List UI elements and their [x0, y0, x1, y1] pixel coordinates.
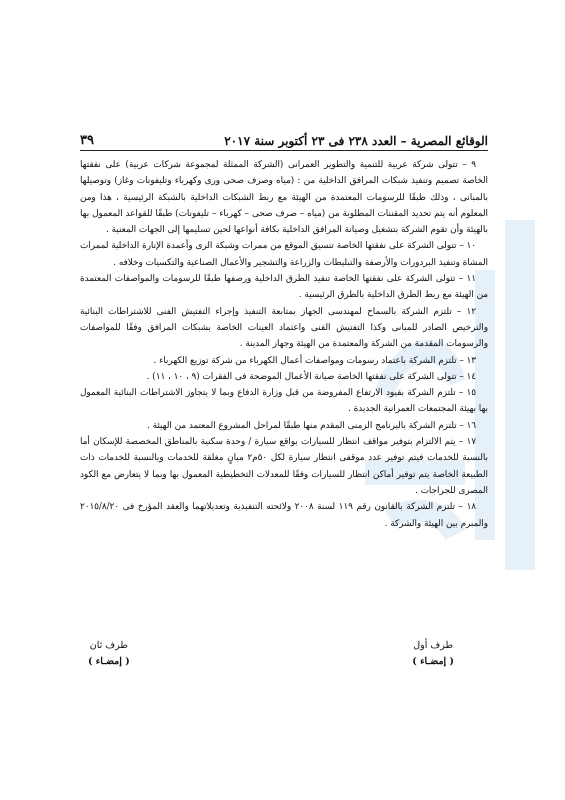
clause-14: ١٤ – تتولى الشركة على نفقتها الخاصة صيانة الأعمال الموضحة فى الفقرات (٩ ، ١٠ ، ١١) .	[146, 371, 476, 382]
clause-13: ١٣ – تلتزم الشركة باعتماد رسومات ومواصفات أعمال الكهرباء من شركة توزيع الكهرباء .	[153, 355, 476, 366]
clause-9: ٩ – تتولى شركة عربية للتنمية والتطوير العمرانى (الشركة الممثلة لمجموعة شركات عربية) على نفقتها الخاصة تصميم وتنفيذ شبكات المرافق الداخلية من : (مياه وصرف صحى ورى وكهرباء وتليفونات وغاز) وتوصيلها بالمبانى ، وذلك طبقًا للرسومات المعتمدة من الهيئة مع ربط الشبكات الداخلية بالشبكة الرئيسية ، هذا ومن المعلوم أنه يتم تحديد المقننات المطلوبة من (مياه – صرف صحى – كهرباء – تليفونات) طبقًا للقواعد المعمول بها بالهيئة وأن تقوم الشركة بتشغيل وصيانة المرافق الداخلية بكافة أنواعها لحين تسليمها إلى الجهات المعنية .	[80, 160, 488, 236]
second-party-sign: ( إمضـاء )	[88, 656, 130, 667]
clause-17: ١٧ – يتم الالتزام بتوفير مواقف انتظار للسيارات بواقع سيارة / وحدة سكنية بالمناطق المخصصة للإسكان أما بالنسبة للخدمات فيتم توفير عدد موقفى انتظار سيارة لكل ٥٠م٢ مبانٍ مغلقة للخدمات وبالنسبة للخدمات ذات الطبيعة الخاصة يتم توفير أماكن انتظار للسيارات وفقًا للمعدلات التخطيطية المعمول بها وبما لا يتعارض مع الكود المصرى للجراجات .	[80, 437, 488, 496]
first-party-sign: ( إمضـاء )	[412, 656, 454, 667]
running-title: الوقائع المصرية – العدد ٢٣٨ فى ٢٣ أكتوبر سنة ٢٠١٧	[224, 134, 488, 148]
signature-block	[80, 638, 488, 678]
page-number: ٣٩	[80, 133, 94, 148]
clause-18: ١٨ – تلتزم الشركة بالقانون رقم ١١٩ لسنة ٢٠٠٨ ولائحته التنفيذية وتعديلاتهما والعقد المؤرخ فى ٢٠١٥/٨/٢٠ والمبرم بين الهيئة والشركة .	[80, 502, 488, 529]
clause-16: ١٦ – تلتزم الشركة بالبرنامج الزمنى المقدم منها طبقًا لمراحل المشروع المعتمد من الهيئة .	[147, 420, 476, 431]
clause-15: ١٥ – تلتزم الشركة بقيود الارتفاع المفروضة من قبل وزارة الدفاع وبما لا يتجاوز الاشتراطات البنائية المعمول بها بهيئة المجتمعات العمرانية الجديدة .	[80, 388, 488, 415]
clause-10: ١٠ – تتولى الشركة على نفقتها الخاصة تنسيق الموقع من ممرات وشبكة الرى وأعمدة الإنارة الداخلية لممرات المشاة وتنفيذ البردورات والأرصفة والتبليطات والزراعة والتشجير والأعمال الصناعية والتكسيات وخلافه .	[80, 241, 488, 268]
clause-12: ١٢ – تلتزم الشركة بالسماح لمهندسى الجهاز بمتابعة التنفيذ وإجراء التفتيش الفنى للاشتراطات البنائية والترخيص الصادر للمبانى وكذا التفتيش الفنى واعتماد العينات الخاصة بشبكات المرافق وفقًا للمواصفات والرسومات المقدمة من الشركة والمعتمدة من الهيئة وجهاز المدينة .	[80, 306, 488, 350]
first-party-label: طرف أول	[413, 640, 454, 651]
page-header	[80, 128, 488, 148]
document-page	[80, 128, 488, 667]
contract-clauses	[80, 157, 488, 532]
header-rule	[80, 150, 488, 151]
clause-11: ١١ – تتولى الشركة على نفقتها الخاصة تنفيذ الطرق الداخلية ورصفها طبقًا للرسومات والمواصفات المعتمدة من الهيئة مع ربط الطرق الداخلية بالطرق الرئيسية .	[80, 274, 488, 301]
second-party-label: طرف ثان	[89, 640, 128, 651]
first-party-signature	[412, 638, 454, 670]
second-party-signature	[88, 638, 130, 670]
